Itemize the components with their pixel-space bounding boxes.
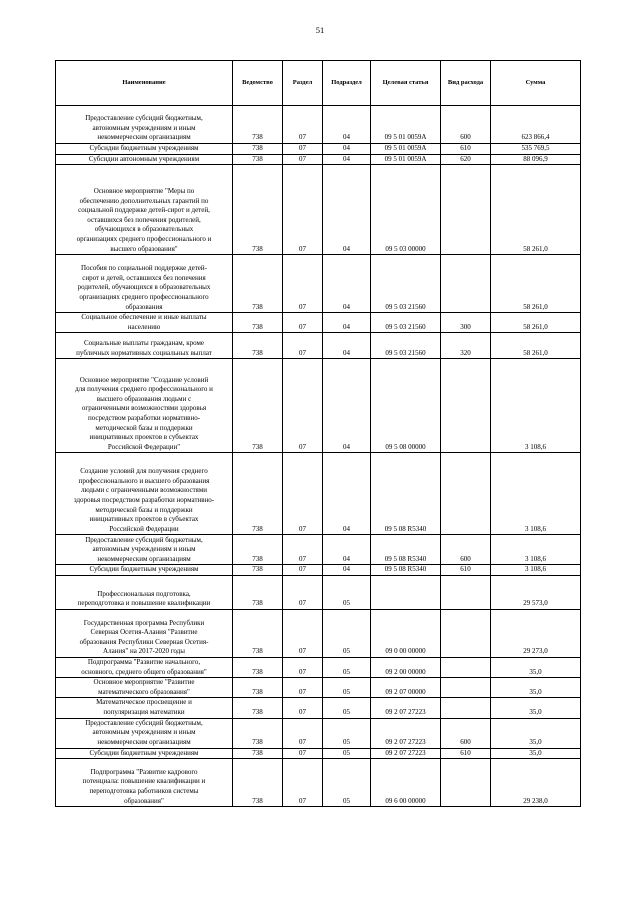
row-section: 07: [283, 453, 323, 535]
table-row: [56, 575, 581, 609]
row-section: 07: [283, 144, 323, 155]
row-expense-type: 600: [441, 106, 491, 144]
row-department: 738: [233, 698, 283, 718]
row-target-article: 09 5 01 0059A: [371, 106, 441, 144]
row-name: Подпрограмма "Развитие начального, основного, среднего общего образования": [56, 657, 233, 677]
row-name: Основное мероприятие "Развитие математического образования": [56, 678, 233, 698]
table-row: [56, 333, 581, 359]
row-section: 07: [283, 106, 323, 144]
row-target-article: 09 5 01 0059A: [371, 144, 441, 155]
row-expense-type: [441, 609, 491, 657]
row-sum: 58 261,0: [491, 165, 581, 255]
row-department: 738: [233, 144, 283, 155]
header-sum: Сумма: [491, 61, 581, 106]
row-expense-type: [441, 575, 491, 609]
row-sum: 58 261,0: [491, 255, 581, 313]
row-name: Субсидии автономным учреждениям: [56, 154, 233, 165]
row-subsection: 04: [323, 359, 371, 453]
row-name: Социальные выплаты гражданам, кроме публичных нормативных социальных выплат: [56, 333, 233, 359]
row-department: 738: [233, 748, 283, 759]
row-subsection: 04: [323, 255, 371, 313]
table-row: [56, 657, 581, 677]
row-department: 738: [233, 575, 283, 609]
header-subsection: Подраздел: [323, 61, 371, 106]
row-target-article: 09 5 01 0059A: [371, 154, 441, 165]
row-subsection: 04: [323, 535, 371, 565]
row-sum: 58 261,0: [491, 333, 581, 359]
header-target-article: Целевая статья: [371, 61, 441, 106]
row-target-article: 09 5 08 R5340: [371, 565, 441, 576]
row-target-article: 09 2 07 00000: [371, 678, 441, 698]
row-section: 07: [283, 165, 323, 255]
row-sum: 623 866,4: [491, 106, 581, 144]
table-row: [56, 144, 581, 155]
row-department: 738: [233, 333, 283, 359]
row-subsection: 05: [323, 609, 371, 657]
row-department: 738: [233, 165, 283, 255]
row-expense-type: 610: [441, 565, 491, 576]
row-target-article: 09 6 00 00000: [371, 759, 441, 807]
row-subsection: 05: [323, 678, 371, 698]
header-row: [56, 61, 581, 106]
row-expense-type: [441, 759, 491, 807]
row-expense-type: [441, 165, 491, 255]
row-subsection: 05: [323, 698, 371, 718]
row-department: 738: [233, 535, 283, 565]
row-sum: 3 108,6: [491, 359, 581, 453]
row-sum: 88 096,9: [491, 154, 581, 165]
row-section: 07: [283, 575, 323, 609]
row-expense-type: 610: [441, 144, 491, 155]
row-section: 07: [283, 333, 323, 359]
row-expense-type: [441, 698, 491, 718]
row-name: Профессиональная подготовка, переподготовка и повышение квалификации: [56, 575, 233, 609]
row-section: 07: [283, 759, 323, 807]
row-department: 738: [233, 453, 283, 535]
row-subsection: 04: [323, 106, 371, 144]
row-target-article: 09 5 08 00000: [371, 359, 441, 453]
row-target-article: 09 0 00 00000: [371, 609, 441, 657]
row-expense-type: [441, 453, 491, 535]
row-subsection: 04: [323, 565, 371, 576]
row-section: 07: [283, 609, 323, 657]
row-name: Подпрограмма "Развитие кадрового потенциала: повышение квалификации и переподготовка работников системы образования": [56, 759, 233, 807]
row-section: 07: [283, 565, 323, 576]
row-target-article: [371, 575, 441, 609]
table-row: [56, 678, 581, 698]
row-target-article: 09 5 03 00000: [371, 165, 441, 255]
row-sum: 3 108,6: [491, 535, 581, 565]
row-department: 738: [233, 718, 283, 748]
row-department: 738: [233, 359, 283, 453]
row-subsection: 04: [323, 165, 371, 255]
row-subsection: 05: [323, 657, 371, 677]
row-department: 738: [233, 106, 283, 144]
row-section: 07: [283, 359, 323, 453]
budget-table: [55, 60, 581, 807]
row-section: 07: [283, 255, 323, 313]
table-row: [56, 106, 581, 144]
row-name: Основное мероприятие "Создание условий для получения среднего профессионального и высшего образования людьми с ограниченными возможностями здоровья посредством разработки нормативно- методической базы и поддержки инициативных проектов в субъектах Российской Федерации": [56, 359, 233, 453]
row-name: Пособия по социальной поддержке детей- сирот и детей, оставшихся без попечения родителей, обучающихся в образовательных организациях среднего профессионального образования: [56, 255, 233, 313]
row-sum: 35,0: [491, 698, 581, 718]
row-expense-type: 320: [441, 333, 491, 359]
row-expense-type: [441, 657, 491, 677]
row-subsection: 04: [323, 144, 371, 155]
row-subsection: 04: [323, 154, 371, 165]
row-expense-type: 600: [441, 535, 491, 565]
row-name: Основное мероприятие "Меры по обеспечению дополнительных гарантий по социальной поддержке детей-сирот и детей, оставшихся без попечения родителей, обучающихся в образовательных организациях среднего профессионального и высшего образования": [56, 165, 233, 255]
row-department: 738: [233, 565, 283, 576]
row-section: 07: [283, 698, 323, 718]
row-name: Предоставление субсидий бюджетным, автономным учреждениям и иным некоммерческим организациям: [56, 535, 233, 565]
row-target-article: 09 5 08 R5340: [371, 453, 441, 535]
row-department: 738: [233, 609, 283, 657]
row-expense-type: [441, 678, 491, 698]
row-sum: 35,0: [491, 657, 581, 677]
row-department: 738: [233, 313, 283, 333]
row-expense-type: [441, 255, 491, 313]
table-row: [56, 255, 581, 313]
row-target-article: 09 5 03 21560: [371, 313, 441, 333]
row-department: 738: [233, 759, 283, 807]
row-target-article: 09 2 00 00000: [371, 657, 441, 677]
table-row: [56, 453, 581, 535]
row-sum: 3 108,6: [491, 453, 581, 535]
header-expense-type: Вид расхода: [441, 61, 491, 106]
table-row: [56, 748, 581, 759]
row-expense-type: 600: [441, 718, 491, 748]
row-section: 07: [283, 313, 323, 333]
row-name: Предоставление субсидий бюджетным, автономным учреждениям и иным некоммерческим организациям: [56, 718, 233, 748]
row-name: Субсидии бюджетным учреждениям: [56, 565, 233, 576]
row-target-article: 09 2 07 27223: [371, 698, 441, 718]
row-target-article: 09 5 08 R5340: [371, 535, 441, 565]
row-expense-type: 610: [441, 748, 491, 759]
row-sum: 29 273,0: [491, 609, 581, 657]
row-expense-type: 300: [441, 313, 491, 333]
row-subsection: 04: [323, 453, 371, 535]
row-department: 738: [233, 255, 283, 313]
row-target-article: 09 2 07 27223: [371, 748, 441, 759]
row-subsection: 05: [323, 575, 371, 609]
row-target-article: 09 5 03 21560: [371, 255, 441, 313]
row-name: Создание условий для получения среднего профессионального и высшего образования людьми с ограниченными возможностями здоровья посредством разработки нормативно- методической базы и поддержки инициативных проектов в субъектах Российской Федерации: [56, 453, 233, 535]
table-row: [56, 313, 581, 333]
table-row: [56, 359, 581, 453]
table-row: [56, 609, 581, 657]
row-name: Субсидии бюджетным учреждениям: [56, 144, 233, 155]
row-subsection: 05: [323, 748, 371, 759]
table-row: [56, 154, 581, 165]
row-subsection: 05: [323, 718, 371, 748]
row-expense-type: [441, 359, 491, 453]
table-row: [56, 565, 581, 576]
table-row: [56, 165, 581, 255]
row-department: 738: [233, 154, 283, 165]
row-section: 07: [283, 718, 323, 748]
row-sum: 3 108,6: [491, 565, 581, 576]
table-row: [56, 698, 581, 718]
table-row: [56, 718, 581, 748]
row-target-article: 09 2 07 27223: [371, 718, 441, 748]
row-name: Государственная программа Республики Северная Осетия-Алания "Развитие образования Республики Северная Осетия- Алания" на 2017-2020 годы: [56, 609, 233, 657]
row-name: Предоставление субсидий бюджетным, автономным учреждениям и иным некоммерческим организациям: [56, 106, 233, 144]
row-sum: 535 769,5: [491, 144, 581, 155]
table-row: [56, 759, 581, 807]
row-sum: 58 261,0: [491, 313, 581, 333]
row-department: 738: [233, 657, 283, 677]
row-expense-type: 620: [441, 154, 491, 165]
row-section: 07: [283, 678, 323, 698]
row-sum: 35,0: [491, 748, 581, 759]
page-number: 51: [315, 25, 325, 35]
row-name: Социальное обеспечение и иные выплаты населению: [56, 313, 233, 333]
table-row: [56, 535, 581, 565]
row-name: Субсидии бюджетным учреждениям: [56, 748, 233, 759]
row-sum: 29 238,0: [491, 759, 581, 807]
row-section: 07: [283, 748, 323, 759]
header-section: Раздел: [283, 61, 323, 106]
row-section: 07: [283, 657, 323, 677]
row-subsection: 04: [323, 313, 371, 333]
row-target-article: 09 5 03 21560: [371, 333, 441, 359]
row-subsection: 05: [323, 759, 371, 807]
header-name: Наименование: [56, 61, 233, 106]
header-department: Ведомство: [233, 61, 283, 106]
row-section: 07: [283, 154, 323, 165]
row-sum: 29 573,0: [491, 575, 581, 609]
row-subsection: 04: [323, 333, 371, 359]
row-name: Математическое просвещение и популяризация математики: [56, 698, 233, 718]
row-sum: 35,0: [491, 718, 581, 748]
row-section: 07: [283, 535, 323, 565]
row-sum: 35,0: [491, 678, 581, 698]
row-department: 738: [233, 678, 283, 698]
